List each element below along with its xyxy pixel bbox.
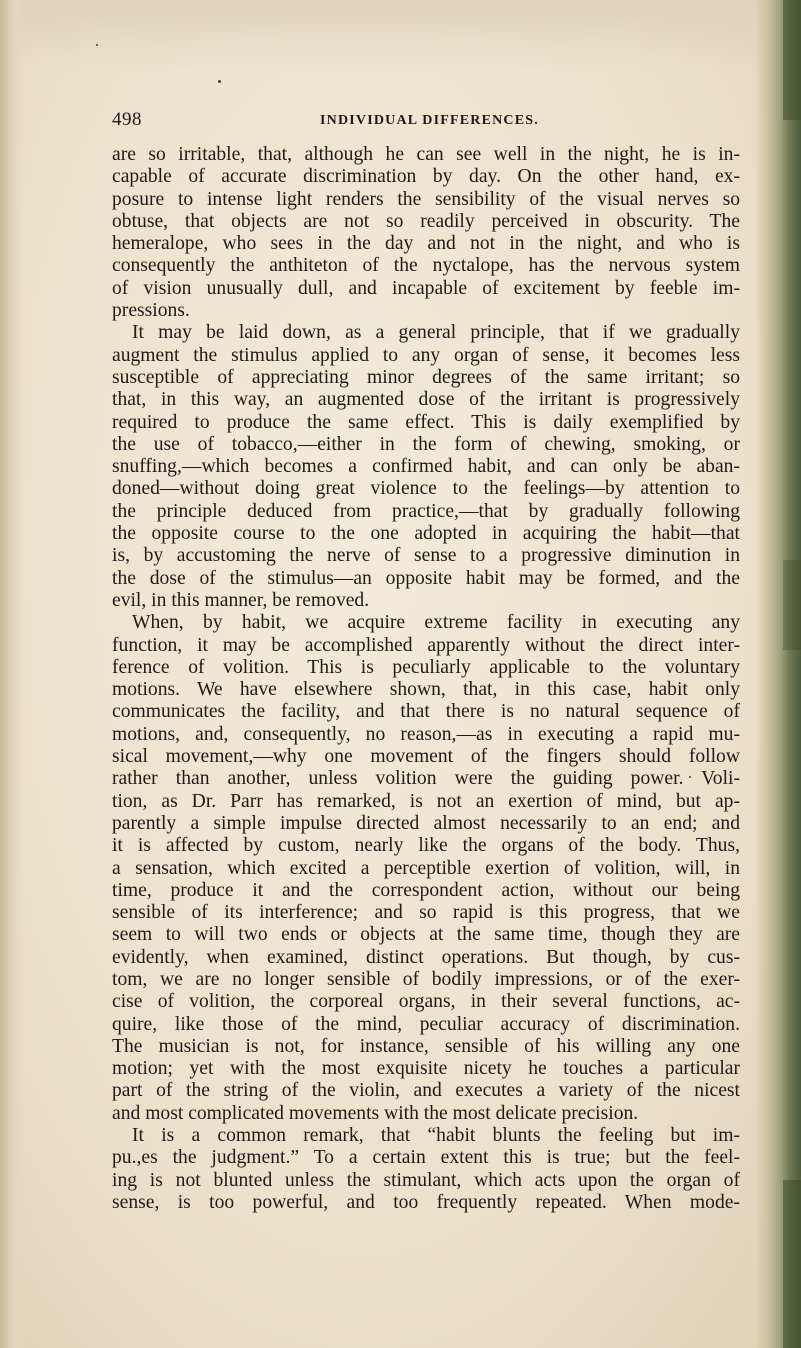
text-line: snuffing,—which becomes a confirmed habit, and can only be aban- (112, 456, 740, 478)
text-line: sense, is too powerful, and too frequently repeated. When mode- (112, 1191, 740, 1213)
text-line: It is a common remark, that “habit blunts the feeling but im- (132, 1125, 740, 1147)
text-line: seem to will two ends or objects at the same time, though they are (112, 924, 740, 946)
text-line: motions, and, consequently, no reason,—as in executing a rapid mu- (112, 723, 740, 745)
text-line: communicates the facility, and that there is no natural sequence of (112, 701, 740, 723)
binding-shadow-band (783, 0, 801, 120)
paragraph (112, 144, 740, 322)
text-line: capable of accurate discrimination by day. On the other hand, ex- (112, 166, 740, 188)
text-line: the principle deduced from practice,—that by gradually following (112, 500, 740, 522)
text-line: obtuse, that objects are not so readily perceived in obscurity. The (112, 210, 740, 232)
text-line: pu.,es the judgment.” To a certain extent this is true; but the feel- (112, 1147, 740, 1169)
binding-shadow-band (783, 1180, 801, 1348)
text-line: motions. We have elsewhere shown, that, in this case, habit only (112, 679, 740, 701)
text-line: evil, in this manner, be removed. (112, 589, 370, 611)
running-title: INDIVIDUAL DIFFERENCES. (320, 113, 539, 128)
text-line: doned—without doing great violence to the feelings—by attention to (112, 478, 740, 500)
text-line: evidently, when examined, distinct operations. But though, by cus- (112, 946, 740, 968)
paragraph (112, 612, 740, 1125)
text-line: pressions. (112, 300, 190, 322)
text-line: The musician is not, for instance, sensible of his willing any one (112, 1035, 740, 1057)
page-left-shading (0, 0, 26, 1348)
text-line: sensible of its interference; and so rapid is this progress, that we (112, 902, 740, 924)
text-line: ference of volition. This is peculiarly applicable to the voluntary (112, 656, 740, 678)
text-line: the opposite course to the one adopted in acquiring the habit—that (112, 523, 740, 545)
text-line: ing is not blunted unless the stimulant, which acts upon the organ of (112, 1169, 740, 1191)
paper-speck (218, 80, 221, 83)
text-line: and most complicated movements with the most delicate precision. (112, 1102, 639, 1124)
paragraph (112, 1125, 740, 1214)
text-line: the dose of the stimulus—an opposite habit may be formed, and the (112, 567, 740, 589)
text-line: the use of tobacco,—either in the form of chewing, smoking, or (112, 433, 740, 455)
page-top-shading (0, 0, 801, 70)
text-line: are so irritable, that, although he can see well in the night, he is in- (112, 144, 740, 165)
binding-shadow-band (783, 560, 801, 650)
text-line: tion, as Dr. Parr has remarked, is not an exertion of mind, but ap- (112, 790, 740, 812)
text-line: When, by habit, we acquire extreme facility in executing any (132, 612, 740, 634)
page-number: 498 (112, 109, 142, 130)
text-line: It may be laid down, as a general principle, that if we gradually (132, 322, 740, 344)
text-line: time, produce it and the correspondent action, without our being (112, 879, 740, 901)
text-line: function, it may be accomplished apparently without the direct inter- (112, 634, 740, 656)
text-line: susceptible of appreciating minor degrees of the same irritant; so (112, 366, 740, 388)
text-line: hemeralope, who sees in the day and not in the night, and who is (112, 233, 740, 255)
body-text (112, 144, 740, 1214)
text-line: sical movement,—why one movement of the fingers should follow (112, 746, 740, 768)
text-line: required to produce the same effect. This is daily exemplified by (112, 411, 740, 433)
text-line: motion; yet with the most exquisite nicety he touches a particular (112, 1058, 740, 1080)
text-line: posure to intense light renders the sensibility of the visual nerves so (112, 188, 740, 210)
page-header (112, 109, 740, 135)
paragraph (112, 322, 740, 612)
text-line: tom, we are no longer sensible of bodily impressions, or of the exer- (112, 968, 740, 990)
text-line: consequently the anthiteton of the nyctalope, has the nervous system (112, 255, 740, 277)
text-line: that, in this way, an augmented dose of the irritant is progressively (112, 389, 740, 411)
text-line: rather than another, unless volition were the guiding power. Voli- (112, 768, 740, 790)
text-line: part of the string of the violin, and executes a variety of the nicest (112, 1080, 740, 1102)
text-line: of vision unusually dull, and incapable of excitement by feeble im- (112, 277, 740, 299)
text-line: parently a simple impulse directed almost necessarily to an end; and (112, 812, 740, 834)
text-line: is, by accustoming the nerve of sense to a progressive diminution in (112, 545, 740, 567)
paper-speck (96, 44, 98, 46)
text-line: it is affected by custom, nearly like the organs of the body. Thus, (112, 835, 740, 857)
text-line: cise of volition, the corporeal organs, in their several functions, ac- (112, 991, 740, 1013)
text-line: a sensation, which excited a perceptible exertion of volition, will, in (112, 857, 740, 879)
text-line: augment the stimulus applied to any organ of sense, it becomes less (112, 344, 740, 366)
text-line: quire, like those of the mind, peculiar accuracy of discrimination. (112, 1013, 740, 1035)
page-binding-edge (755, 0, 801, 1348)
